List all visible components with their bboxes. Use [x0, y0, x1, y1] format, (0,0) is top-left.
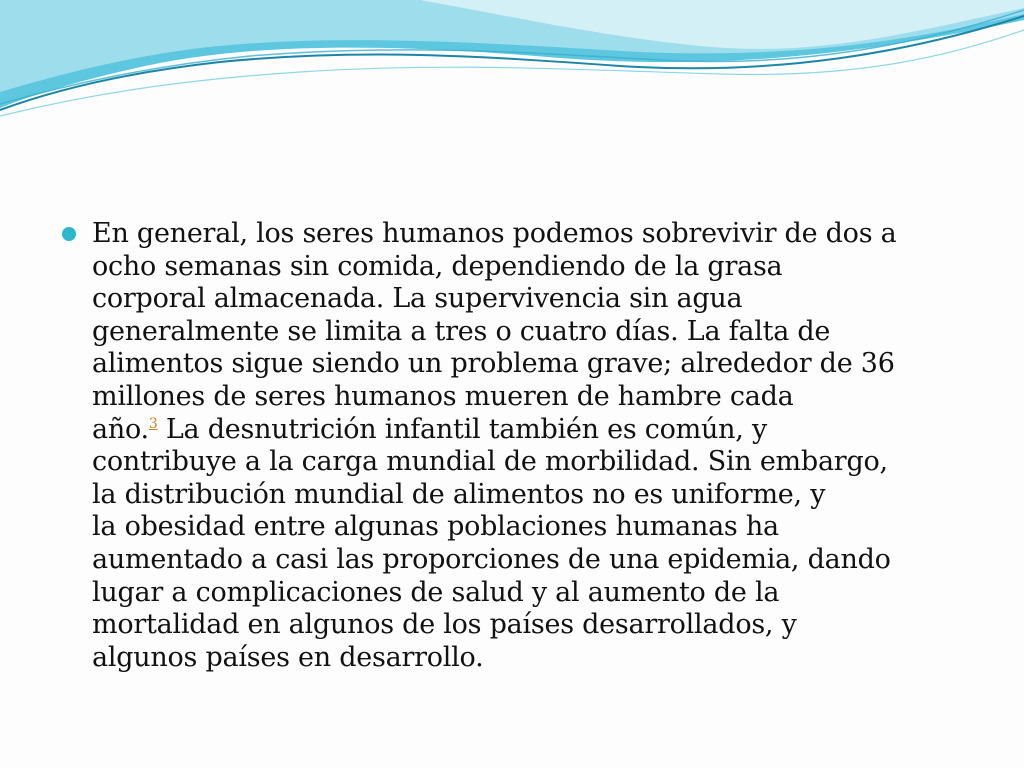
text-line: lugar a complicaciones de salud y al aumento de la [92, 576, 780, 608]
text-line: aumentado a casi las proporciones de una epidemia, dando [92, 543, 891, 575]
text-line: ocho semanas sin comida, dependiendo de la grasa [92, 250, 783, 282]
text-line: alimentos sigue siendo un problema grave; alrededor de 36 [92, 348, 895, 380]
text-line: la obesidad entre algunas poblaciones humanas ha [92, 511, 779, 543]
header-wave-decoration [0, 0, 1024, 130]
text-line: algunos países en desarrollo. [92, 641, 484, 673]
text-segment: año. [92, 413, 149, 445]
text-line: mortalidad en algunos de los países desarrollados, y [92, 609, 797, 641]
text-line: contribuye a la carga mundial de morbilidad. Sin embargo, [92, 446, 888, 478]
text-segment: La desnutrición infantil también es común, y [165, 413, 767, 445]
text-line: la distribución mundial de alimentos no es uniforme, y [92, 478, 826, 510]
text-line: millones de seres humanos mueren de hambre cada [92, 380, 794, 412]
reference-link[interactable]: 3 [148, 415, 158, 432]
text-line: En general, los seres humanos podemos sobrevivir de dos a [92, 218, 897, 249]
bullet-icon [62, 227, 76, 241]
body-paragraph [92, 218, 992, 674]
text-line: generalmente se limita a tres o cuatro días. La falta de [92, 315, 831, 347]
text-line-with-reference [92, 414, 992, 447]
text-line: corporal almacenada. La supervivencia sin agua [92, 283, 743, 315]
